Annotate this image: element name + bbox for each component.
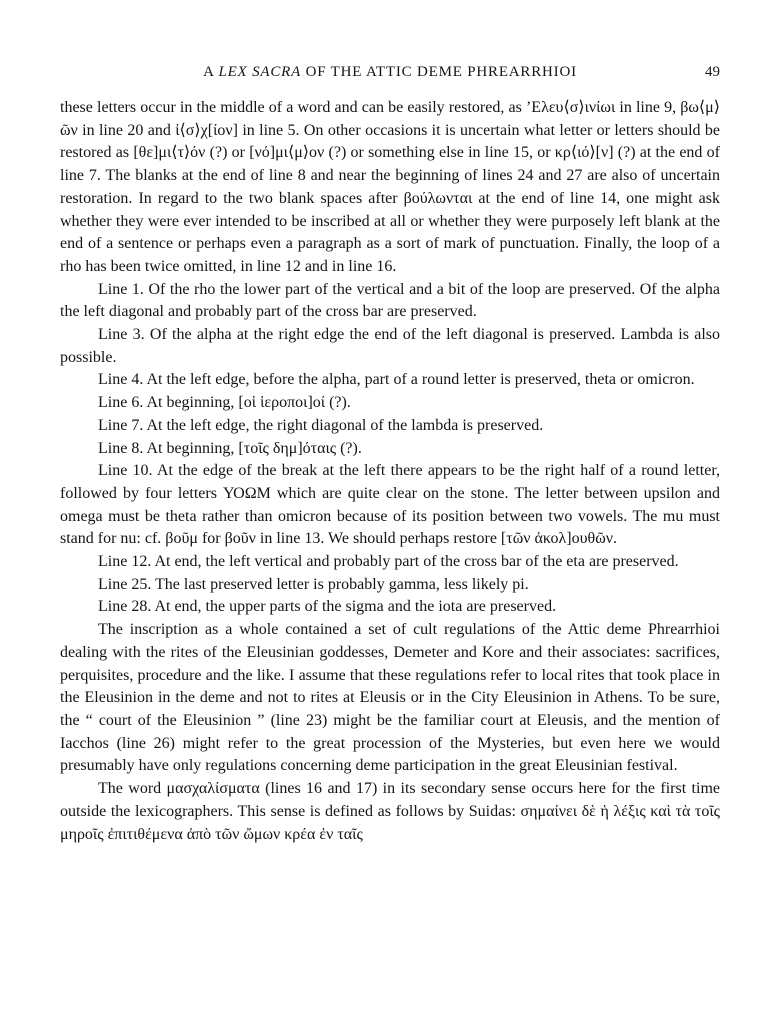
- paragraph: these letters occur in the middle of a word and can be easily restored, as ’Ελευ⟨σ⟩ινίωι in line 9, βω⟨μ⟩ῶν in line 20 and ἰ⟨σ⟩χ[ίον] in line 5. On other occasions it is uncertain what letter or letters should be restored as [θε]μι⟨τ⟩όν (?) or [νό]μι⟨μ⟩ον (?) or something else in line 15, or κρ⟨ιό⟩[ν] (?) at the end of line 7. The blanks at the end of line 8 and near the beginning of lines 24 and 27 are also of uncertain restoration. In regard to the two blank spaces after βούλωνται at the end of line 14, one might ask whether they were ever intended to be inscribed at all or whether they were purposely left blank at the end of a sentence or perhaps even a paragraph as a sort of mark of punctuation. Finally, the loop of a rho has been twice omitted, in line 12 and in line 16.: [60, 99, 720, 275]
- title-italic: LEX SACRA: [218, 64, 302, 80]
- paragraph: Line 12. At end, the left vertical and probably part of the cross bar of the eta are preserved.: [98, 553, 679, 571]
- paragraph: Line 28. At end, the upper parts of the sigma and the iota are preserved.: [98, 598, 557, 616]
- paragraph: Line 6. At beginning, [οἱ ἱεροποι]οί (?).: [98, 394, 351, 412]
- title-prefix: A: [203, 64, 219, 80]
- paragraph: Line 3. Of the alpha at the right edge the end of the left diagonal is preserved. Lambda is also possible.: [60, 326, 720, 366]
- paragraph: Line 1. Of the rho the lower part of the vertical and a bit of the loop are preserved. Of the alpha the left diagonal and probably part of the cross bar are preserved.: [60, 280, 720, 321]
- paragraph: Line 4. At the left edge, before the alpha, part of a round letter is preserved, theta or omicron.: [98, 371, 695, 389]
- body-text: [60, 97, 720, 846]
- paragraph: The inscription as a whole contained a set of cult regulations of the Attic deme Phrearrhioi dealing with the rites of the Eleusinian goddesses, Demeter and Kore and their associates: sacrifices, perquisites, procedure and the like. I assume that these regulations refer to local rites that took place in the Eleusinion in the deme and not to rites at Eleusis or in the City Eleusinion in Athens. To be sure, the “ court of the Eleusinion ” (line 23) might be the familiar court at Eleusis, and the mention of Iacchos (line 26) might refer to the great procession of the Mysteries, but even here we would presumably have only regulations concerning deme participation in the great Eleusinian festival.: [60, 621, 720, 775]
- running-title: [60, 64, 720, 81]
- page-number: 49: [705, 64, 720, 80]
- paragraph: Line 10. At the edge of the break at the left there appears to be the right half of a round letter, followed by four letters ΥΟΩΜ which are quite clear on the stone. The letter between upsilon and omega must be theta rather than omicron because of its position between two vowels. The mu must stand for nu: cf. βοῦμ for βοῦν in line 13. We should perhaps restore [τῶν ἀκολ]ουθῶν.: [60, 462, 720, 548]
- running-header: [60, 60, 720, 86]
- title-suffix: OF THE ATTIC DEME PHREARRHIOI: [301, 64, 577, 80]
- paragraph: Line 8. At beginning, [τοῖς δημ]όταις (?).: [98, 439, 362, 457]
- paragraph: The word μασχαλίσματα (lines 16 and 17) in its secondary sense occurs here for the first time outside the lexicographers. This sense is defined as follows by Suidas: σημαίνει δὲ ἡ λέξις καὶ τὰ τοῖς μηροῖς ἐπιτιθέμενα ἀπὸ τῶν ὤμων κρέα ἐν ταῖς: [60, 780, 720, 843]
- paragraph: Line 25. The last preserved letter is probably gamma, less likely pi.: [98, 575, 529, 593]
- paragraph: Line 7. At the left edge, the right diagonal of the lambda is preserved.: [98, 416, 544, 434]
